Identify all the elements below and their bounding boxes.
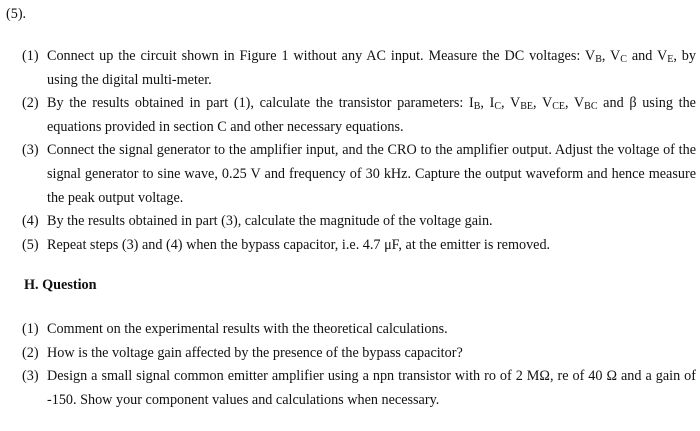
step-number: (3) (22, 142, 39, 159)
question-number: (3) (22, 368, 39, 385)
section-number: (5). (6, 6, 27, 22)
step-item (0, 92, 696, 139)
step-number: (4) (22, 213, 39, 230)
step-text: and β using the equations provided in section C and other necessary equations. (47, 95, 696, 135)
procedure-steps (0, 45, 696, 257)
step-text: , V (564, 95, 585, 112)
step-text: , by using the digital multi-meter. (47, 48, 696, 88)
step-text: , V (601, 48, 621, 64)
step-text: , V (501, 95, 521, 112)
subscript: C (494, 101, 501, 113)
step-text: Connect up the circuit shown in Figure 1 without any AC input. Measure the DC voltages: V (47, 48, 596, 64)
step-text: , V (532, 95, 553, 112)
step-text: Repeat steps (3) and (4) when the bypass capacitor, i.e. 4.7 μF, at the emitter is removed. (47, 236, 551, 253)
subscript: E (667, 54, 674, 65)
question-text: How is the voltage gain affected by the presence of the bypass capacitor? (47, 344, 463, 361)
subscript: CE (552, 101, 565, 113)
question-heading: H. Question (24, 277, 97, 293)
step-item (0, 234, 696, 258)
question-number: (1) (22, 321, 39, 337)
subscript: BC (584, 101, 598, 113)
question-text: Design a small signal common emitter amplifier using a npn transistor with ro of 2 MΩ, re of 40 Ω and a gain of -150. Show your component values and calculations when necessary. (47, 368, 696, 408)
question-item (0, 318, 696, 342)
step-text: By the results obtained in part (3), calculate the magnitude of the voltage gain. (47, 213, 493, 230)
step-text: and V (626, 48, 668, 64)
step-number: (2) (22, 95, 39, 112)
step-item (0, 210, 696, 234)
subscript: C (620, 54, 627, 65)
question-number: (2) (22, 344, 39, 361)
step-text: By the results obtained in part (1), calculate the transistor parameters: I (47, 95, 474, 112)
step-number: (1) (22, 48, 39, 64)
step-text: Connect the signal generator to the amplifier input, and the CRO to the amplifier output. Adjust the voltage of the signal generator to sine wave, 0.25 V and frequency of 30 kHz. Capture the output waveform and hence measure the peak output voltage. (47, 142, 696, 206)
question-list (0, 318, 696, 412)
subscript: BE (520, 101, 533, 113)
subscript: B (595, 54, 602, 65)
question-text: Comment on the experimental results with the theoretical calculations. (47, 321, 448, 337)
step-number: (5) (22, 236, 39, 253)
step-item (0, 139, 696, 210)
step-text: , I (480, 95, 495, 112)
question-item (0, 365, 696, 412)
subscript: B (473, 101, 481, 113)
step-item (0, 45, 696, 92)
question-item (0, 342, 696, 366)
